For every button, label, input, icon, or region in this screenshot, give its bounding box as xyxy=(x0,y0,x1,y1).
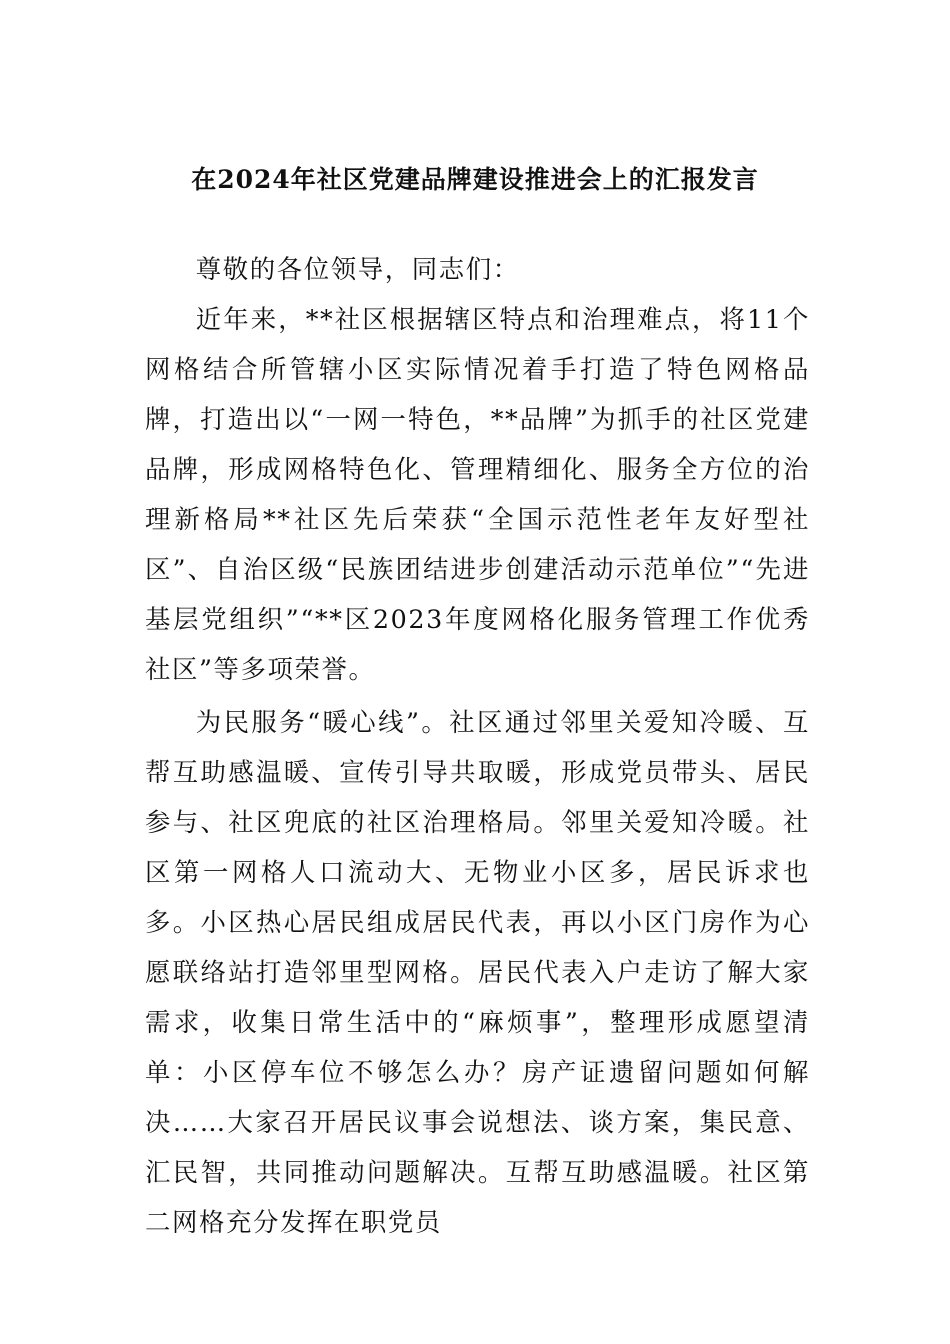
greeting-line: 尊敬的各位领导，同志们： xyxy=(195,254,520,284)
paragraph-service: 为民服务“暖心线”。社区通过邻里关爱知冷暖、互帮互助感温暖、宣传引导共取暖，形成党员带头、居民参与、社区兜底的社区治理格局。邻里关爱知冷暖。社区第一网格人口流动大、无物业小区多，居民诉求也多。小区热心居民组成居民代表，再以小区门房作为心愿联络站打造邻里型网格。居民代表入户走访了解大家需求，收集日常生活中的“麻烦事”，整理形成愿望清单：小区停车位不够怎么办？房产证遗留问题如何解决……大家召开居民议事会说想法、谈方案，集民意、汇民智，共同推动问题解决。互帮互助感温暖。社区第二网格充分发挥在职党员 xyxy=(145,707,810,1237)
document-body xyxy=(145,244,810,1247)
document-title: 在2024年社区党建品牌建设推进会上的汇报发言 xyxy=(191,165,759,194)
paragraph-intro: 近年来，**社区根据辖区特点和治理难点，将11个网格结合所管辖小区实际情况着手打造了特色网格品牌，打造出以“一网一特色，**品牌”为抓手的社区党建品牌，形成网格特色化、管理精细化、服务全方位的治理新格局**社区先后荣获“全国示范性老年友好型社区”、自治区级“民族团结进步创建活动示范单位”“先进基层党组织”“**区2023年度网格化服务管理工作优秀社区”等多项荣誉。 xyxy=(145,304,810,684)
